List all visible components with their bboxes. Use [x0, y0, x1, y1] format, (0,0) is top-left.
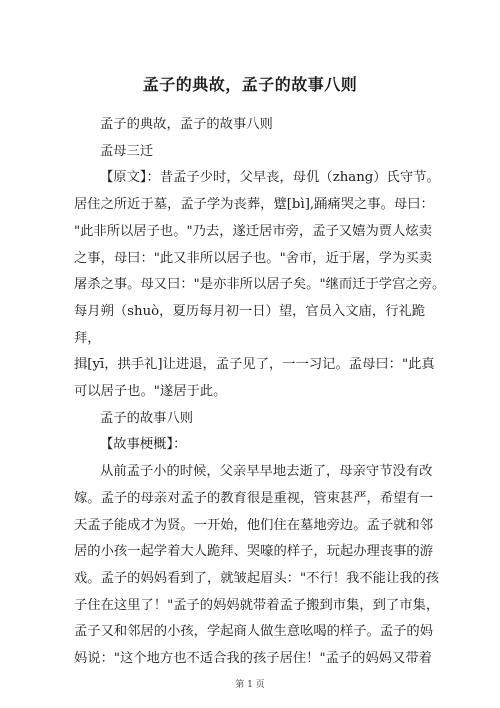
text-line: 子住在这里了！"孟子的妈妈就带着孟子搬到市集，到了市集，	[74, 597, 440, 613]
text-line: 戏。孟子的妈妈看到了，就皱起眉头："不行！我不能让我的孩	[74, 570, 440, 586]
text-line: 屠杀之事。母又曰："是亦非所以居子矣。"继而迁于学宫之旁。	[74, 277, 446, 293]
text-line: 从前孟子小的时候，父亲早早地去逝了，母亲守节没有改	[100, 464, 433, 480]
text-line: "此非所以居子也。"乃去，遂迁居市旁，孟子又嬉为贾人炫卖	[74, 223, 432, 239]
text-line: 之事，母曰："此又非所以居子也。"舍市，近于屠，学为买卖	[74, 250, 432, 266]
document-body	[74, 112, 446, 673]
section-heading: 孟母三迁	[100, 143, 154, 159]
text-line: 妈说："这个地方也不适合我的孩子居住！"孟子的妈妈又带着	[74, 651, 432, 667]
text-line: 【原文】：昔孟子少时，父早丧，母仉（zhang）氏守节。	[100, 170, 440, 186]
text-line: 居的小孩一起学着大人跪拜、哭嚎的样子，玩起办理丧事的游	[74, 544, 434, 560]
document-title: 孟子的典故，孟子的故事八则	[142, 75, 358, 94]
text-line: 可以居子也。"遂居于此。	[74, 384, 227, 400]
text-line: 每月朔（shuò，夏历每月初一日）望，官员入文庙，行礼跪拜，	[74, 303, 426, 346]
section-heading: 孟子的故事八则	[100, 410, 194, 426]
section-heading: 【故事梗概】：	[100, 437, 187, 453]
text-line: 居住之所近于墓，孟子学为丧葬，躄[bì],踊痛哭之事。母曰：	[74, 197, 434, 213]
page-number: 第 1 页	[235, 680, 265, 690]
text-line: 孟子又和邻居的小孩，学起商人做生意吆喝的样子。孟子的妈	[74, 624, 434, 640]
paragraph-subtitle: 孟子的典故，孟子的故事八则	[100, 117, 273, 132]
text-line: 揖[yī，拱手礼]让进退，孟子见了，一一习记。孟母曰："此真	[74, 357, 435, 373]
text-line: 天孟子能成才为贤。一开始，他们住在墓地旁边。孟子就和邻	[74, 517, 434, 533]
text-line: 嫁。孟子的母亲对孟子的教育很是重视，管束甚严，希望有一	[74, 490, 434, 506]
